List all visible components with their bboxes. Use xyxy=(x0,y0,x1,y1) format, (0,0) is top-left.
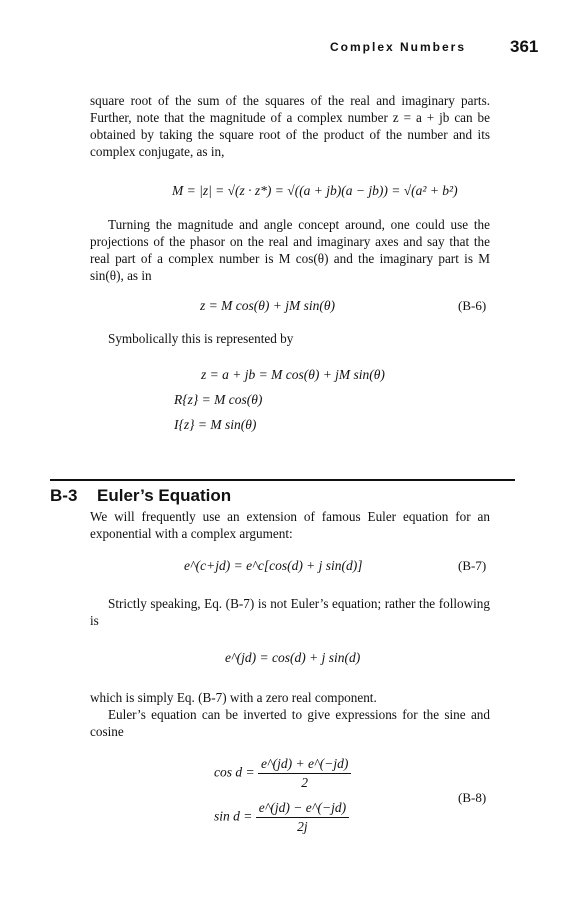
equation-symbolic-real: R{z} = M cos(θ) xyxy=(174,392,263,407)
sine-numerator: e^(jd) − e^(−jd) xyxy=(256,800,349,818)
running-title: Complex Numbers xyxy=(330,40,467,54)
section-title: Euler’s Equation xyxy=(97,486,232,505)
equation-b7: e^(c+jd) = e^c[cos(d) + j sin(d)] xyxy=(184,558,363,573)
cosine-numerator: e^(jd) + e^(−jd) xyxy=(258,756,351,774)
sine-lhs: sin d = xyxy=(214,808,253,824)
paragraph-zero-real: which is simply Eq. (B-7) with a zero real component. xyxy=(90,690,377,705)
equation-b6: z = M cos(θ) + jM sin(θ) xyxy=(200,298,335,313)
equation-magnitude: M = |z| = √(z · z*) = √((a + jb)(a − jb)) = √(a² + b²) xyxy=(172,183,458,198)
paragraph-symbolically: Symbolically this is represented by xyxy=(108,331,294,346)
page-number: 361 xyxy=(510,37,539,56)
equation-symbolic-1: z = a + jb = M cos(θ) + jM sin(θ) xyxy=(201,367,385,382)
equation-sine xyxy=(214,800,349,835)
equation-cosine xyxy=(214,756,351,791)
equation-number-b7: (B-7) xyxy=(458,558,487,573)
paragraph-magnitude: square root of the sum of the squares of the real and imaginary parts. Further, note that the magnitude of a complex number z = a + jb can be obtained by taking the square root of the product of the number and its complex conjugate, as in, xyxy=(90,93,490,159)
cosine-lhs: cos d = xyxy=(214,764,255,780)
section-rule xyxy=(50,479,515,481)
paragraph-inverted: Euler’s equation can be inverted to give expressions for the sine and cosine xyxy=(90,707,490,739)
section-number: B-3 xyxy=(50,486,78,505)
equation-symbolic-imag: I{z} = M sin(θ) xyxy=(174,417,257,432)
paragraph-projections: Turning the magnitude and angle concept around, one could use the projections of the phasor on the real and imaginary axes and say that the real part of a complex number is M cos(θ) and the imaginary part is M sin(θ), as in xyxy=(90,217,490,283)
sine-denominator: 2j xyxy=(297,819,308,834)
equation-number-b8: (B-8) xyxy=(458,790,487,805)
equation-number-b6: (B-6) xyxy=(458,298,487,313)
sine-fraction xyxy=(256,800,349,835)
cosine-denominator: 2 xyxy=(301,775,309,790)
paragraph-extension: We will frequently use an extension of famous Euler equation for an exponential with a complex argument: xyxy=(90,509,490,541)
equation-euler: e^(jd) = cos(d) + j sin(d) xyxy=(225,650,361,665)
cosine-fraction xyxy=(258,756,351,791)
paragraph-strictly: Strictly speaking, Eq. (B-7) is not Euler’s equation; rather the following is xyxy=(90,596,490,628)
